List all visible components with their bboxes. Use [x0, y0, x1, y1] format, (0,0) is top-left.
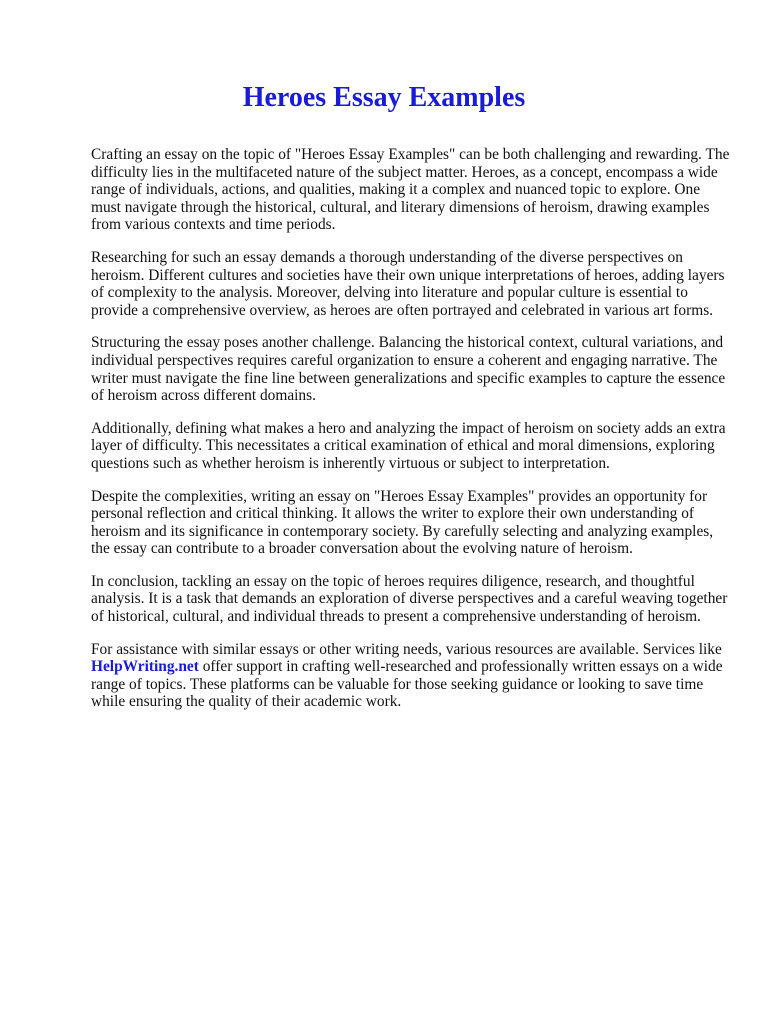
paragraph-complexities: Despite the complexities, writing an essay on "Heroes Essay Examples" provides an opportunity for personal reflection and critical thinking. It allows the writer to explore their own understanding of heroism and its significance in contemporary society. By carefully selecting and analyzing examples, the essay can contribute to a broader conversation about the evolving nature of heroism.	[91, 487, 714, 558]
paragraph-assistance	[91, 641, 731, 711]
helpwriting-link[interactable]: HelpWriting.net	[91, 658, 199, 676]
assistance-text-before: For assistance with similar essays or other writing needs, various resources are available. Services like	[91, 640, 722, 658]
paragraph-conclusion: In conclusion, tackling an essay on the topic of heroes requires diligence, research, and thoughtful analysis. It is a task that demands an exploration of diverse perspectives and a careful weaving together of historical, cultural, and individual threads to present a comprehensive understanding of heroism.	[91, 572, 728, 626]
document-title: Heroes Essay Examples	[242, 82, 526, 113]
paragraph-defining-hero: Additionally, defining what makes a hero and analyzing the impact of heroism on society adds an extra layer of difficulty. This necessitates a critical examination of ethical and moral dimensions, exploring questions such as whether heroism is inherently virtuous or subject to interpretation.	[91, 419, 726, 472]
assistance-text-after: offer support in crafting well-researched and professionally written essays on a wide range of topics. These platforms can be valuable for those seeking guidance or looking to save time while ensuring the quality of their academic work.	[91, 658, 723, 711]
paragraph-structure: Structuring the essay poses another challenge. Balancing the historical context, cultural variations, and individual perspectives requires careful organization to ensure a coherent and engaging narrative. The writer must navigate the fine line between generalizations and specific examples to capture the essence of heroism across different domains.	[91, 334, 726, 405]
paragraph-research: Researching for such an essay demands a thorough understanding of the diverse perspectives on heroism. Different cultures and societies have their own unique interpretations of heroes, adding layers of complexity to the analysis. Moreover, delving into literature and popular culture is essential to provide a comprehensive overview, as heroes are often portrayed and celebrated in various art forms.	[91, 248, 725, 319]
document-body	[91, 146, 731, 726]
paragraph-intro: Crafting an essay on the topic of "Heroes Essay Examples" can be both challenging and rewarding. The difficulty lies in the multifaceted nature of the subject matter. Heroes, as a concept, encompass a wide range of individuals, actions, and qualities, making it a complex and nuanced topic to explore. One must navigate through the historical, cultural, and literary dimensions of heroism, drawing examples from various contexts and time periods.	[91, 146, 730, 234]
